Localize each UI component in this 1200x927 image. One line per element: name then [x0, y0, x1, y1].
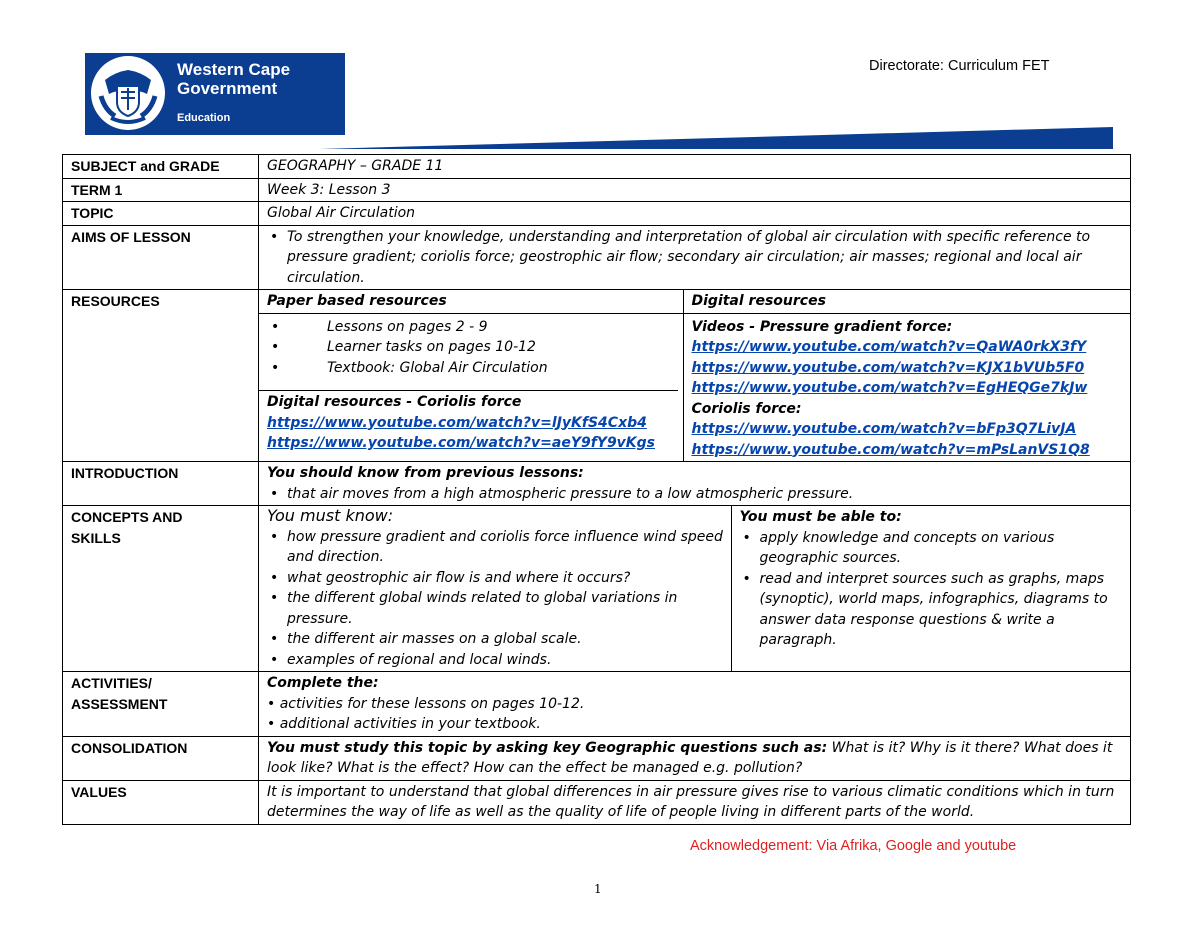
label-activities-line-1: ACTIVITIES/: [71, 675, 152, 691]
coat-of-arms-icon: [91, 56, 165, 130]
label-activities-line-2: ASSESSMENT: [71, 695, 168, 712]
list-item: • the different global winds related to global variations in pressure.: [287, 588, 726, 629]
wcg-logo: [85, 53, 345, 135]
must-be-able-list: [740, 528, 1127, 651]
activities-heading: Complete the:: [267, 675, 379, 691]
consolidation-lead: You must study this topic by asking key Geographic questions such as:: [267, 739, 828, 756]
pressure-link-1[interactable]: https://www.youtube.com/watch?v=QaWA0rkX3fY: [691, 339, 1087, 355]
must-be-able-cell: [731, 506, 1131, 671]
paper-resources-list-cell: [259, 313, 683, 461]
acknowledgement: Acknowledgement: Via Afrika, Google and youtube: [690, 838, 1017, 854]
row-values: [63, 780, 1131, 824]
list-item: • additional activities in your textbook.: [267, 716, 541, 732]
label-values: VALUES: [63, 780, 259, 824]
list-item: • examples of regional and local winds.: [287, 650, 726, 671]
pressure-link-3[interactable]: https://www.youtube.com/watch?v=EgHEQGe7kJw: [691, 380, 1088, 396]
paper-resources-heading: Paper based resources: [259, 290, 683, 313]
pressure-link-2[interactable]: https://www.youtube.com/watch?v=KJX1bVUb5F0: [691, 359, 1085, 376]
must-be-able-heading: You must be able to:: [739, 509, 902, 525]
digital-resources-list-cell: [683, 313, 1131, 461]
value-values: It is important to understand that global differences in air pressure gives rise to various climatic conditions which in turn determines the way of life as well as the quality of life of people living in different parts of the world.: [259, 780, 1131, 824]
list-item: • read and interpret sources such as graphs, maps (synoptic), world maps, infographics, diagrams to answer data response questions & write a paragraph.: [760, 569, 1127, 651]
list-item: • Lessons on pages 2 - 9: [327, 317, 673, 338]
list-item: • the different air masses on a global scale.: [287, 629, 726, 650]
row-topic: [63, 202, 1131, 226]
must-know-heading: You must know:: [267, 506, 394, 525]
must-know-cell: [259, 506, 731, 671]
introduction-heading: You should know from previous lessons:: [267, 465, 584, 481]
header-underline-wedge: [320, 125, 1115, 151]
label-subject: SUBJECT and GRADE: [63, 155, 259, 179]
coriolis-link-2[interactable]: https://www.youtube.com/watch?v=aeY9fY9vKgs: [267, 435, 656, 451]
value-consolidation: [259, 736, 1131, 780]
label-aims: AIMS OF LESSON: [63, 225, 259, 290]
value-topic: Global Air Circulation: [259, 202, 1131, 226]
label-activities: [63, 672, 259, 737]
digital-resources-heading: Digital resources: [683, 290, 1131, 313]
resources-cell: [259, 290, 1131, 462]
label-concepts: [63, 506, 259, 672]
label-concepts-line-2: SKILLS: [71, 529, 121, 546]
row-concepts: [63, 506, 1131, 672]
row-aims: [63, 225, 1131, 290]
coriolis-video-link-1[interactable]: https://www.youtube.com/watch?v=bFp3Q7LivJA: [691, 421, 1077, 437]
row-resources: [63, 290, 1131, 462]
value-introduction: [259, 462, 1131, 506]
list-item: • Textbook: Global Air Circulation: [327, 358, 673, 379]
list-item: • activities for these lessons on pages 10-12.: [267, 695, 585, 712]
aims-item: • To strengthen your knowledge, understanding and interpretation of global air circulation with specific reference to pressure gradient; coriolis force; geostrophic air flow; secondary air circulation; air masses; regional and local air circulation.: [287, 227, 1125, 289]
videos-heading: Videos - Pressure gradient force:: [691, 318, 953, 335]
row-activities: [63, 672, 1131, 737]
paper-resources-list: [267, 317, 673, 379]
directorate-label: Directorate: Curriculum FET: [869, 58, 1050, 74]
label-introduction: INTRODUCTION: [63, 462, 259, 506]
row-introduction: [63, 462, 1131, 506]
page-number: 1: [594, 882, 602, 896]
list-item: • how pressure gradient and coriolis force influence wind speed and direction.: [287, 527, 726, 568]
logo-line-3: Education: [177, 112, 231, 124]
consolidation-questions: What is it? Why is it there? What does it look like? What is the effect? How can the effect be managed e.g. pollution?: [267, 739, 1113, 776]
list-item: • that air moves from a high atmospheric pressure to a low atmospheric pressure.: [287, 484, 1125, 505]
label-term: TERM 1: [63, 178, 259, 202]
lesson-plan-table: [62, 154, 1131, 825]
logo-line-2: Government: [177, 79, 278, 98]
must-know-list: [267, 527, 726, 671]
list-item: • Learner tasks on pages 10-12: [327, 337, 673, 358]
label-topic: TOPIC: [63, 202, 259, 226]
value-term: Week 3: Lesson 3: [259, 178, 1131, 202]
coriolis-digital-heading: Digital resources - Coriolis force: [267, 394, 522, 410]
label-consolidation: CONSOLIDATION: [63, 736, 259, 780]
label-resources: RESOURCES: [63, 290, 259, 462]
value-subject: GEOGRAPHY – GRADE 11: [259, 155, 1131, 179]
coriolis-link-1[interactable]: https://www.youtube.com/watch?v=lJyKfS4Cxb4: [267, 414, 647, 431]
concepts-cell: [259, 506, 1131, 672]
coriolis-video-link-2[interactable]: https://www.youtube.com/watch?v=mPsLanVS1Q8: [691, 441, 1090, 458]
coriolis-heading: Coriolis force:: [691, 400, 802, 417]
label-concepts-line-1: CONCEPTS AND: [71, 509, 183, 525]
logo-line-1: Western Cape: [177, 60, 291, 79]
value-activities: [259, 672, 1131, 737]
list-item: • what geostrophic air flow is and where it occurs?: [287, 568, 726, 589]
row-subject: [63, 155, 1131, 179]
list-item: • apply knowledge and concepts on various geographic sources.: [760, 528, 1127, 569]
value-aims: [259, 225, 1131, 290]
row-consolidation: [63, 736, 1131, 780]
row-term: [63, 178, 1131, 202]
